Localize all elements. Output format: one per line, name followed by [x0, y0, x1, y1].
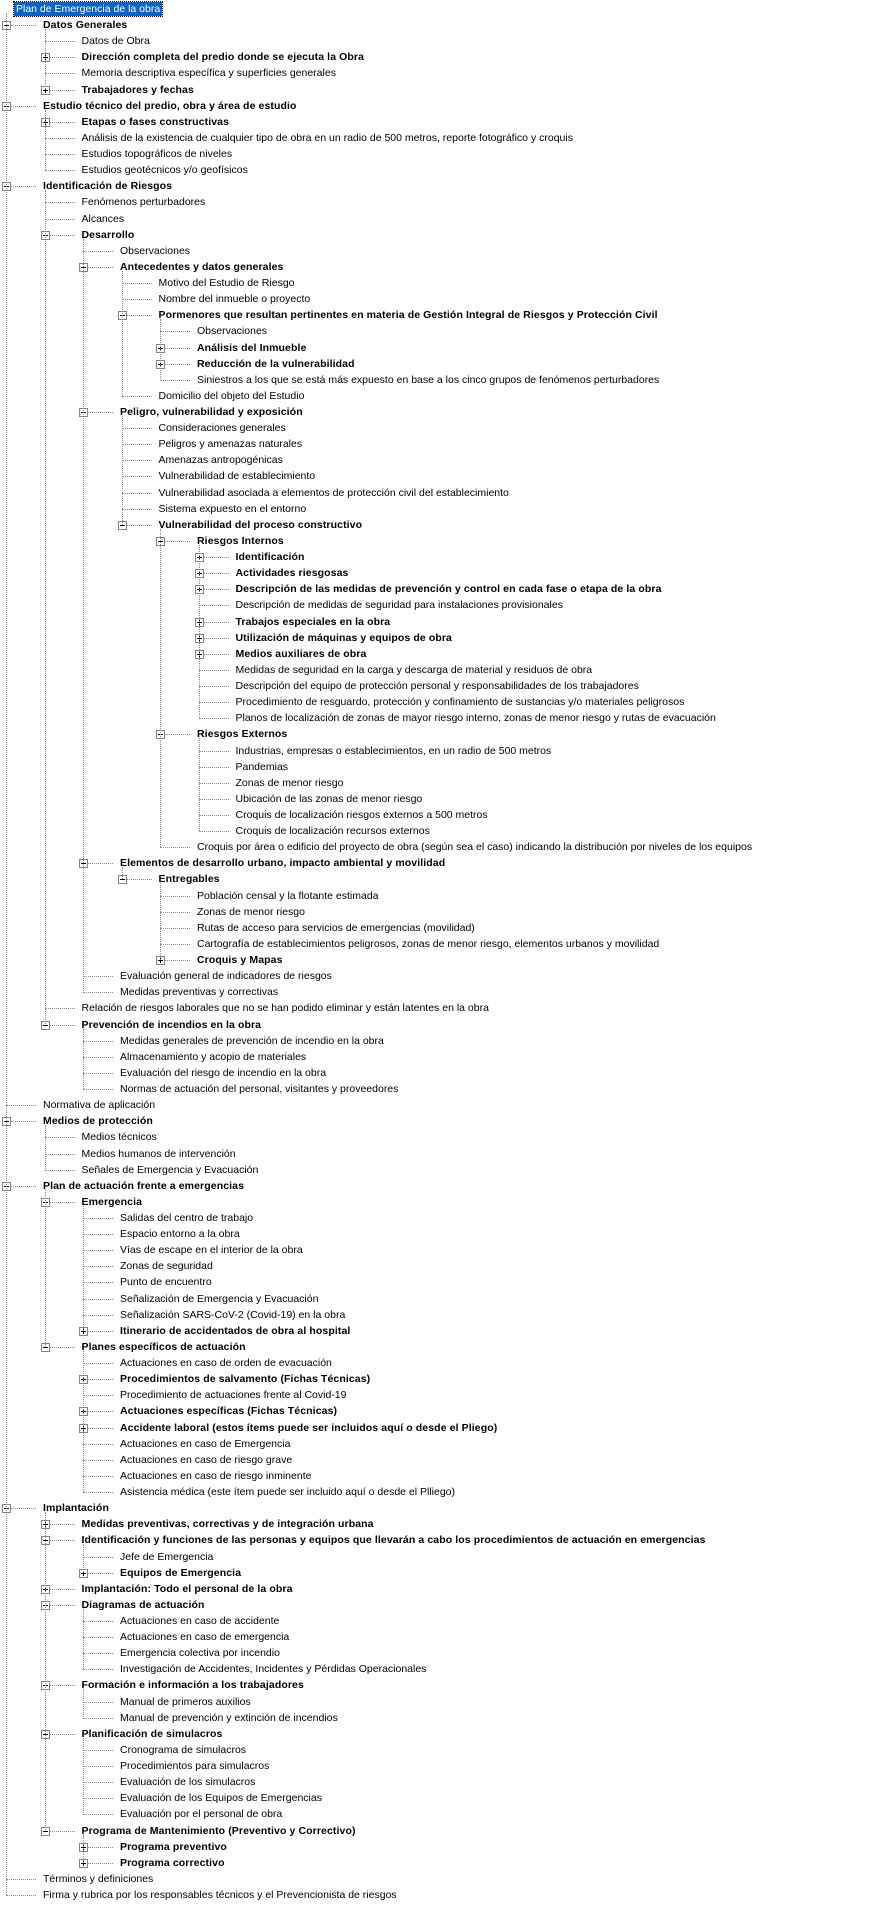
- tree-connector: [83, 1702, 113, 1703]
- tree-connector: [45, 219, 75, 220]
- tree-connector: [83, 1653, 113, 1654]
- tree-connector: [83, 1637, 113, 1638]
- tree-item-label[interactable]: Punto de encuentro: [120, 1276, 212, 1288]
- tree-connector: [45, 1137, 75, 1138]
- tree-connector: [199, 718, 229, 719]
- tree-guide: [199, 738, 200, 831]
- tree-guide: [45, 1512, 46, 1830]
- tree-item-label[interactable]: Actuaciones específicas (Fichas Técnicas): [120, 1405, 338, 1417]
- tree-guide: [122, 271, 123, 396]
- tree-connector: [160, 380, 190, 381]
- tree-item-label[interactable]: Actuaciones en caso de orden de evacuación: [120, 1357, 332, 1369]
- tree-item-label[interactable]: Identificación de Riesgos: [43, 180, 173, 192]
- tree-item-label[interactable]: Alcances: [81, 213, 125, 225]
- tree-item-label[interactable]: Pormenores que resultan pertinentes en materia de Gestión Integral de Riesgos y Protección Civil: [158, 309, 658, 321]
- tree-guide: [122, 416, 123, 525]
- tree-guide: [83, 1544, 84, 1572]
- tree-connector: [6, 1105, 36, 1106]
- tree-connector: [122, 444, 152, 445]
- tree-item-label[interactable]: Pandemias: [235, 761, 289, 773]
- tree-item-label[interactable]: Estudio técnico del predio, obra y área de estudio: [43, 100, 297, 112]
- tree-item-label[interactable]: Identificación y funciones de las personas y equipos que llevarán a cabo los procedimientos de actuación en emergencias: [81, 1534, 706, 1546]
- tree-connector: [45, 202, 75, 203]
- tree-connector: [83, 1041, 113, 1042]
- tree-item-label[interactable]: Fenómenos perturbadores: [81, 196, 206, 208]
- tree-connector: [83, 1460, 113, 1461]
- tree-item-label[interactable]: Equipos de Emergencia: [120, 1567, 242, 1579]
- tree-item-label[interactable]: Observaciones: [120, 245, 191, 257]
- tree-item-label[interactable]: Evaluación por el personal de obra: [120, 1808, 283, 1820]
- tree-connector: [45, 138, 75, 139]
- tree-item-label[interactable]: Implantación: [43, 1502, 109, 1514]
- tree-guide: [83, 1835, 84, 1863]
- tree-connector: [45, 41, 75, 42]
- tree-connector: [199, 783, 229, 784]
- tree-item-label[interactable]: Evaluación general de indicadores de riesgos: [120, 970, 332, 982]
- tree-item-label[interactable]: Actuaciones en caso de accidente: [120, 1615, 280, 1627]
- tree-item-label[interactable]: Plan de actuación frente a emergencias: [43, 1180, 245, 1192]
- tree-item-label[interactable]: Croquis por área o edificio del proyecto de obra (según sea el caso) indicando la distribución por niveles de los equipos: [197, 841, 753, 853]
- tree-connector: [83, 1766, 113, 1767]
- tree-connector: [83, 1363, 113, 1364]
- tree-item-label[interactable]: Zonas de menor riesgo: [197, 906, 305, 918]
- tree-item-label[interactable]: Reducción de la vulnerabilidad: [197, 358, 355, 370]
- tree-item-label[interactable]: Medidas preventivas y correctivas: [120, 986, 279, 998]
- tree-connector: [83, 1089, 113, 1090]
- tree-item-label[interactable]: Motivo del Estudio de Riesgo: [158, 277, 295, 289]
- tree-item-label[interactable]: Jefe de Emergencia: [120, 1551, 214, 1563]
- tree-item-label[interactable]: Planos de localización de zonas de mayor riesgo interno, zonas de menor riesgo y rutas de evacuación: [235, 712, 716, 724]
- tree-item-label[interactable]: Evaluación de los Equipos de Emergencias: [120, 1792, 322, 1804]
- tree-item-label[interactable]: Observaciones: [197, 325, 268, 337]
- tree-item-label[interactable]: Datos Generales: [43, 19, 128, 31]
- tree-item-label[interactable]: Descripción de medidas de seguridad para instalaciones provisionales: [235, 599, 563, 611]
- tree-item-label[interactable]: Medios humanos de intervención: [81, 1148, 236, 1160]
- tree-item-label[interactable]: Población censal y la flotante estimada: [197, 890, 379, 902]
- tree-item-label[interactable]: Amenazas antropogénicas: [158, 454, 283, 466]
- tree-item-label[interactable]: Descripción de las medidas de prevención y control en cada fase o etapa de la obra: [235, 583, 662, 595]
- tree-item-label[interactable]: Medios auxiliares de obra: [235, 648, 367, 660]
- tree-connector: [83, 1621, 113, 1622]
- tree-item-label[interactable]: Consideraciones generales: [158, 422, 286, 434]
- tree-item-label[interactable]: Planificación de simulacros: [81, 1728, 223, 1740]
- tree-item-label[interactable]: Procedimientos para simulacros: [120, 1760, 270, 1772]
- tree-guide: [45, 1125, 46, 1169]
- tree-item-label[interactable]: Emergencia colectiva por incendio: [120, 1647, 280, 1659]
- tree-guide: [45, 1190, 46, 1347]
- tree-item-label[interactable]: Cartografía de establecimientos peligrosos, zonas de menor riesgo, elementos urbanos y movilidad: [197, 938, 660, 950]
- tree-item-label[interactable]: Desarrollo: [81, 229, 135, 241]
- tree-item-label[interactable]: Formación e información a los trabajadores: [81, 1679, 304, 1691]
- tree-item-label[interactable]: Actividades riesgosas: [235, 567, 349, 579]
- tree-connector: [83, 1234, 113, 1235]
- tree-item-label[interactable]: Señalización de Emergencia y Evacuación: [120, 1293, 319, 1305]
- tree-item-label[interactable]: Medidas generales de prevención de incendio en la obra: [120, 1035, 384, 1047]
- tree-connector: [83, 1782, 113, 1783]
- tree-item-label[interactable]: Términos y definiciones: [43, 1873, 154, 1885]
- tree-item-label[interactable]: Procedimiento de actuaciones frente al Covid-19: [120, 1389, 347, 1401]
- tree-connector: [45, 1154, 75, 1155]
- tree-item-label[interactable]: Industrias, empresas o establecimientos, en un radio de 500 metros: [235, 745, 552, 757]
- tree-item-label[interactable]: Riesgos Externos: [197, 728, 288, 740]
- tree-item-label[interactable]: Vulnerabilidad del proceso constructivo: [158, 519, 363, 531]
- tree-item-label[interactable]: Evaluación de los simulacros: [120, 1776, 256, 1788]
- tree-connector: [122, 509, 152, 510]
- tree-item-label[interactable]: Elementos de desarrollo urbano, impacto ambiental y movilidad: [120, 857, 446, 869]
- tree-item-label[interactable]: Croquis de localización recursos externos: [235, 825, 430, 837]
- tree-item-label[interactable]: Diagramas de actuación: [81, 1599, 205, 1611]
- tree-item-label[interactable]: Identificación: [235, 551, 305, 563]
- tree-connector: [122, 428, 152, 429]
- tree-connector: [199, 686, 229, 687]
- tree-connector: [83, 1218, 113, 1219]
- tree-item-label[interactable]: Vulnerabilidad de establecimiento: [158, 470, 316, 482]
- tree-item-label[interactable]: Trabajos especiales en la obra: [235, 616, 391, 628]
- tree-item-label[interactable]: Zonas de menor riesgo: [235, 777, 344, 789]
- tree-connector: [83, 1492, 113, 1493]
- tree-connector: [45, 73, 75, 74]
- tree-connector: [83, 1814, 113, 1815]
- tree-connector: [83, 1315, 113, 1316]
- tree-item-label[interactable]: Espacio entorno a la obra: [120, 1228, 240, 1240]
- tree-item-label[interactable]: Señales de Emergencia y Evacuación: [81, 1164, 259, 1176]
- tree-connector: [83, 1718, 113, 1719]
- tree-guide: [83, 1351, 84, 1492]
- tree-item-label[interactable]: Procedimiento de resguardo, protección y confinamiento de sustancias y/o materiales peligrosos: [235, 696, 685, 708]
- tree-connector: [122, 460, 152, 461]
- tree-item-label[interactable]: Evaluación del riesgo de incendio en la obra: [120, 1067, 327, 1079]
- tree-item-label[interactable]: Almacenamiento y acopio de materiales: [120, 1051, 307, 1063]
- tree-connector: [83, 1057, 113, 1058]
- tree-item-label[interactable]: Prevención de incendios en la obra: [81, 1019, 262, 1031]
- tree-connector: [122, 493, 152, 494]
- tree-item-label[interactable]: Accidente laboral (estos ítems puede ser incluidos aquí o desde el Pliego): [120, 1422, 498, 1434]
- tree-item-label[interactable]: Ubicación de las zonas de menor riesgo: [235, 793, 423, 805]
- tree-connector: [160, 944, 190, 945]
- tree-connector: [122, 396, 152, 397]
- tree-item-label[interactable]: Cronograma de simulacros: [120, 1744, 247, 1756]
- tree-item-label[interactable]: Sistema expuesto en el entorno: [158, 503, 307, 515]
- tree-item-label[interactable]: Programa preventivo: [120, 1841, 227, 1853]
- tree-item-label[interactable]: Rutas de acceso para servicios de emergencias (movilidad): [197, 922, 475, 934]
- tree-connector: [45, 1008, 75, 1009]
- tree-connector: [6, 1879, 36, 1880]
- tree-item-label[interactable]: Manual de primeros auxilios: [120, 1696, 251, 1708]
- tree-item-label[interactable]: Siniestros a los que se está más expuesto en base a los cinco grupos de fenómenos perturbadores: [197, 374, 660, 386]
- tree-item-label[interactable]: Firma y rubrica por los responsables técnicos y el Prevencionista de riesgos: [43, 1889, 397, 1901]
- tree-connector: [83, 1669, 113, 1670]
- tree-connector: [83, 1750, 113, 1751]
- tree-connector: [199, 670, 229, 671]
- tree-guide: [83, 1206, 84, 1331]
- tree-connector: [122, 283, 152, 284]
- tree-connector: [45, 154, 75, 155]
- tree-item-label[interactable]: Medidas preventivas, correctivas y de integración urbana: [81, 1518, 374, 1530]
- tree-connector: [45, 1170, 75, 1171]
- tree-connector: [160, 896, 190, 897]
- tree-item-label[interactable]: Actuaciones en caso de Emergencia: [120, 1438, 291, 1450]
- tree-item-label[interactable]: Etapas o fases constructivas: [81, 116, 230, 128]
- tree-connector: [83, 1395, 113, 1396]
- tree-guide: [83, 1738, 84, 1815]
- tree-item-label[interactable]: Planes específicos de actuación: [81, 1341, 246, 1353]
- tree-connector: [83, 1282, 113, 1283]
- tree-connector: [83, 1476, 113, 1477]
- tree-item-label[interactable]: Medios de protección: [43, 1115, 153, 1127]
- tree-guide: [45, 190, 46, 1024]
- tree-connector: [83, 976, 113, 977]
- tree-item-label[interactable]: Implantación: Todo el personal de la obra: [81, 1583, 293, 1595]
- tree-connector: [199, 605, 229, 606]
- tree-guide: [83, 1689, 84, 1717]
- tree-item-label[interactable]: Descripción del equipo de protección personal y responsabilidades de los trabajadores: [235, 680, 639, 692]
- tree-connector: [199, 767, 229, 768]
- tree-item-label[interactable]: Análisis de la existencia de cualquier tipo de obra en un radio de 500 metros, reporte fotográfico y croquis: [81, 132, 573, 144]
- tree-item-label[interactable]: Datos de Obra: [81, 35, 150, 47]
- tree-item-label[interactable]: Actuaciones en caso de riesgo inminente: [120, 1470, 312, 1482]
- tree-guide: [199, 545, 200, 718]
- tree-connector: [83, 1444, 113, 1445]
- tree-item-label[interactable]: Relación de riesgos laborales que no se han podido eliminar y están latentes en la obra: [81, 1002, 489, 1014]
- tree-guide: [160, 883, 161, 960]
- tree-connector: [122, 476, 152, 477]
- tree-connector: [83, 1250, 113, 1251]
- tree-item-label[interactable]: Programa correctivo: [120, 1857, 225, 1869]
- tree-item-label[interactable]: Itinerario de accidentados de obra al hospital: [120, 1325, 351, 1337]
- tree-item-label[interactable]: Zonas de seguridad: [120, 1260, 213, 1272]
- tree-item-label[interactable]: Salidas del centro de trabajo: [120, 1212, 254, 1224]
- tree-connector: [83, 1299, 113, 1300]
- tree-item-label[interactable]: Normativa de aplicación: [43, 1099, 156, 1111]
- tree-item-label[interactable]: Domicilio del objeto del Estudio: [158, 390, 305, 402]
- tree-connector: [160, 847, 190, 848]
- tree-item-label[interactable]: Análisis del Inmueble: [197, 342, 307, 354]
- tree-item-label[interactable]: Riesgos Internos: [197, 535, 284, 547]
- tree-connector: [199, 831, 229, 832]
- tree-connector: [160, 912, 190, 913]
- tree-connector: [83, 1557, 113, 1558]
- tree-connector: [199, 751, 229, 752]
- tree-item-label[interactable]: Actuaciones en caso de riesgo grave: [120, 1454, 293, 1466]
- tree-item-label[interactable]: Normas de actuación del personal, visitantes y proveedores: [120, 1083, 399, 1095]
- tree-item-label[interactable]: Vías de escape en el interior de la obra: [120, 1244, 303, 1256]
- tree-item-label[interactable]: Croquis y Mapas: [197, 954, 283, 966]
- tree-item-label[interactable]: Entregables: [158, 873, 220, 885]
- tree-item-label[interactable]: Estudios geotécnicos y/o geofísicos: [81, 164, 248, 176]
- tree-connector: [83, 1073, 113, 1074]
- tree-item-label[interactable]: Peligros y amenazas naturales: [158, 438, 303, 450]
- tree-guide: [83, 239, 84, 993]
- tree-item-label[interactable]: Procedimientos de salvamento (Fichas Técnicas): [120, 1373, 371, 1385]
- tree-item-label[interactable]: Estudios topográficos de niveles: [81, 148, 233, 160]
- tree-item-label[interactable]: Utilización de máquinas y equipos de obra: [235, 632, 452, 644]
- tree-connector: [83, 1266, 113, 1267]
- tree-connector: [83, 251, 113, 252]
- tree-guide: [160, 529, 161, 847]
- tree-item-label[interactable]: Nombre del inmueble o proyecto: [158, 293, 311, 305]
- tree-item-label[interactable]: Investigación de Accidentes, Incidentes y Pérdidas Operacionales: [120, 1663, 427, 1675]
- tree-guide: [122, 867, 123, 879]
- tree-guide: [83, 1609, 84, 1669]
- tree-item-label[interactable]: Antecedentes y datos generales: [120, 261, 284, 273]
- tree-guide: [160, 319, 161, 379]
- tree-item-label[interactable]: Medidas de seguridad en la carga y descarga de material y residuos de obra: [235, 664, 593, 676]
- tree-connector: [122, 299, 152, 300]
- tree-item-label[interactable]: Dirección completa del predio donde se ejecuta la Obra: [81, 51, 365, 63]
- tree-connector: [199, 702, 229, 703]
- tree-connector: [160, 928, 190, 929]
- tree-guide: [83, 1029, 84, 1089]
- tree-item-label[interactable]: Actuaciones en caso de emergencia: [120, 1631, 290, 1643]
- tree-connector: [45, 170, 75, 171]
- tree-guide: [6, 13, 7, 1895]
- tree-item-label[interactable]: Manual de prevención y extinción de incendios: [120, 1712, 338, 1724]
- tree-item-label[interactable]: Señalización SARS-CoV-2 (Covid-19) en la obra: [120, 1309, 346, 1321]
- tree-connector: [83, 1798, 113, 1799]
- tree-item-label[interactable]: Trabajadores y fechas: [81, 84, 194, 96]
- tree-root-label[interactable]: Plan de Emergencia de la obra: [16, 3, 161, 15]
- tree-item-label[interactable]: Emergencia: [81, 1196, 143, 1208]
- tree-connector: [6, 1895, 36, 1896]
- tree-item-label[interactable]: Vulnerabilidad asociada a elementos de protección civil del establecimiento: [158, 487, 509, 499]
- tree-item-label[interactable]: Peligro, vulnerabilidad y exposición: [120, 406, 303, 418]
- tree-connector: [83, 992, 113, 993]
- tree-item-label[interactable]: Memoria descriptiva específica y superficies generales: [81, 67, 336, 79]
- tree-item-label[interactable]: Asistencia médica (este ítem puede ser incluido aquí o desde el Plliego): [120, 1486, 456, 1498]
- tree-connector: [160, 331, 190, 332]
- tree-item-label[interactable]: Croquis de localización riesgos externos a 500 metros: [235, 809, 488, 821]
- tree-item-label[interactable]: Medios técnicos: [81, 1131, 157, 1143]
- tree-guide: [45, 29, 46, 89]
- tree-item-label[interactable]: Programa de Mantenimiento (Preventivo y Correctivo): [81, 1825, 356, 1837]
- tree-guide: [45, 110, 46, 170]
- tree-connector: [199, 815, 229, 816]
- tree-connector: [199, 799, 229, 800]
